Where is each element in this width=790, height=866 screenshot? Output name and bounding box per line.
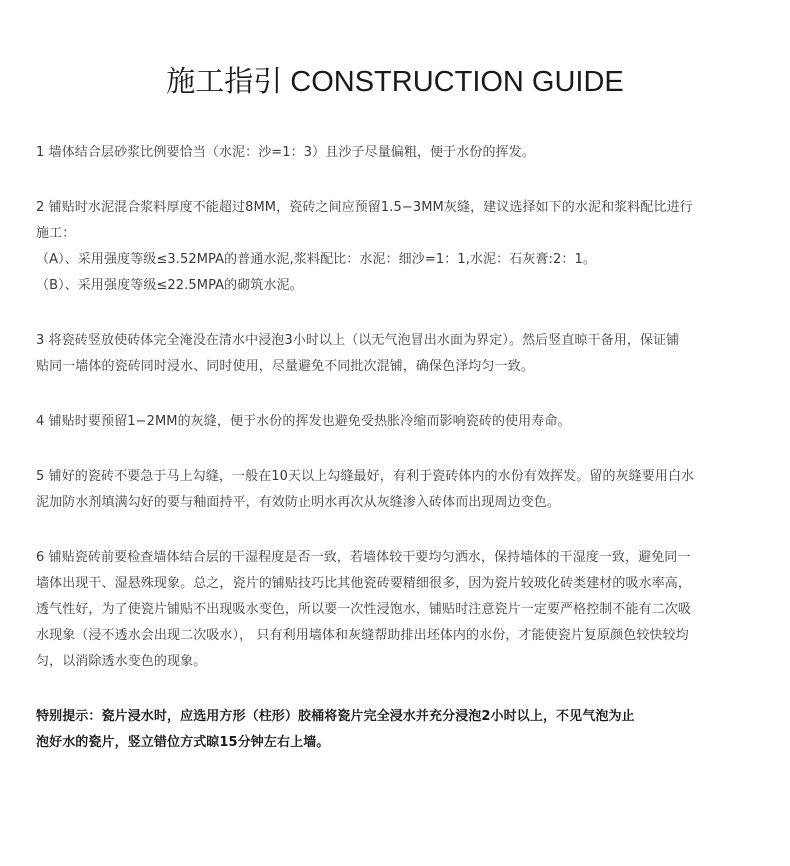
guide-line: （B）、采用强度等级≤22.5MPA的砌筑水泥。	[36, 278, 303, 293]
guide-item-1	[36, 140, 756, 166]
guide-item-2	[36, 195, 756, 299]
guide-item-5	[36, 464, 756, 516]
guide-line: 匀，以消除透水变色的现象。	[36, 654, 207, 669]
guide-item-4	[36, 409, 756, 435]
guide-line: 水现象（浸不透水会出现二次吸水）， 只有利用墙体和灰缝帮助排出坯体内的水份，才能使瓷片复原颜色较快较均	[36, 628, 689, 643]
page-title: 施工指引 CONSTRUCTION GUIDE	[166, 66, 624, 98]
special-note-line: 特别提示：瓷片浸水时，应选用方形（柱形）胶桶将瓷片完全浸水并充分浸泡2小时以上，不见气泡为止	[36, 709, 635, 724]
guide-line: 3 将瓷砖竖放使砖体完全淹没在清水中浸泡3小时以上（以无气泡冒出水面为界定）。然后竖直晾干备用，保证铺	[36, 333, 680, 348]
guide-line: 4 铺贴时要预留1−2MM的灰缝，便于水份的挥发也避免受热胀冷缩而影响瓷砖的使用寿命。	[36, 414, 571, 429]
special-note	[36, 704, 756, 756]
guide-line: 2 铺贴时水泥混合浆料厚度不能超过8MM，瓷砖之间应预留1.5−3MM灰缝，建议选择如下的水泥和浆料配比进行	[36, 200, 693, 215]
guide-line: 施工：	[36, 226, 76, 241]
guide-item-3	[36, 328, 756, 380]
guide-line: 6 铺贴瓷砖前要检查墙体结合层的干湿程度是否一致，若墙体较干要均匀洒水，保持墙体的干湿度一致，避免同一	[36, 550, 691, 565]
guide-item-6	[36, 545, 756, 675]
guide-line: 1 墙体结合层砂浆比例要恰当（水泥：沙=1：3）且沙子尽量偏粗，便于水份的挥发。	[36, 145, 535, 160]
guide-content	[36, 140, 756, 785]
guide-line: 贴同一墙体的瓷砖同时浸水、同时使用，尽量避免不同批次混铺，确保色泽均匀一致。	[36, 359, 534, 374]
guide-line: 透气性好，为了使瓷片铺贴不出现吸水变色，所以要一次性浸饱水，铺贴时注意瓷片一定要严格控制不能有二次吸	[36, 602, 692, 617]
guide-line: （A）、采用强度等级≤3.52MPA的普通水泥,浆料配比：水泥：细沙=1：1,水泥：石灰膏:2：1。	[36, 252, 596, 267]
guide-line: 墙体出现干、湿悬殊现象。总之，瓷片的铺贴技巧比其他瓷砖要精细很多，因为瓷片较玻化砖类建材的吸水率高，	[36, 576, 692, 591]
guide-line: 泥加防水剂填满勾好的要与釉面持平，有效防止明水再次从灰缝渗入砖体而出现周边变色。	[36, 495, 561, 510]
guide-line: 5 铺好的瓷砖不要急于马上勾缝，一般在10天以上勾缝最好，有利于瓷砖体内的水份有效挥发。留的灰缝要用白水	[36, 469, 695, 484]
special-note-line: 泡好水的瓷片，竖立错位方式晾15分钟左右上墙。	[36, 735, 330, 750]
